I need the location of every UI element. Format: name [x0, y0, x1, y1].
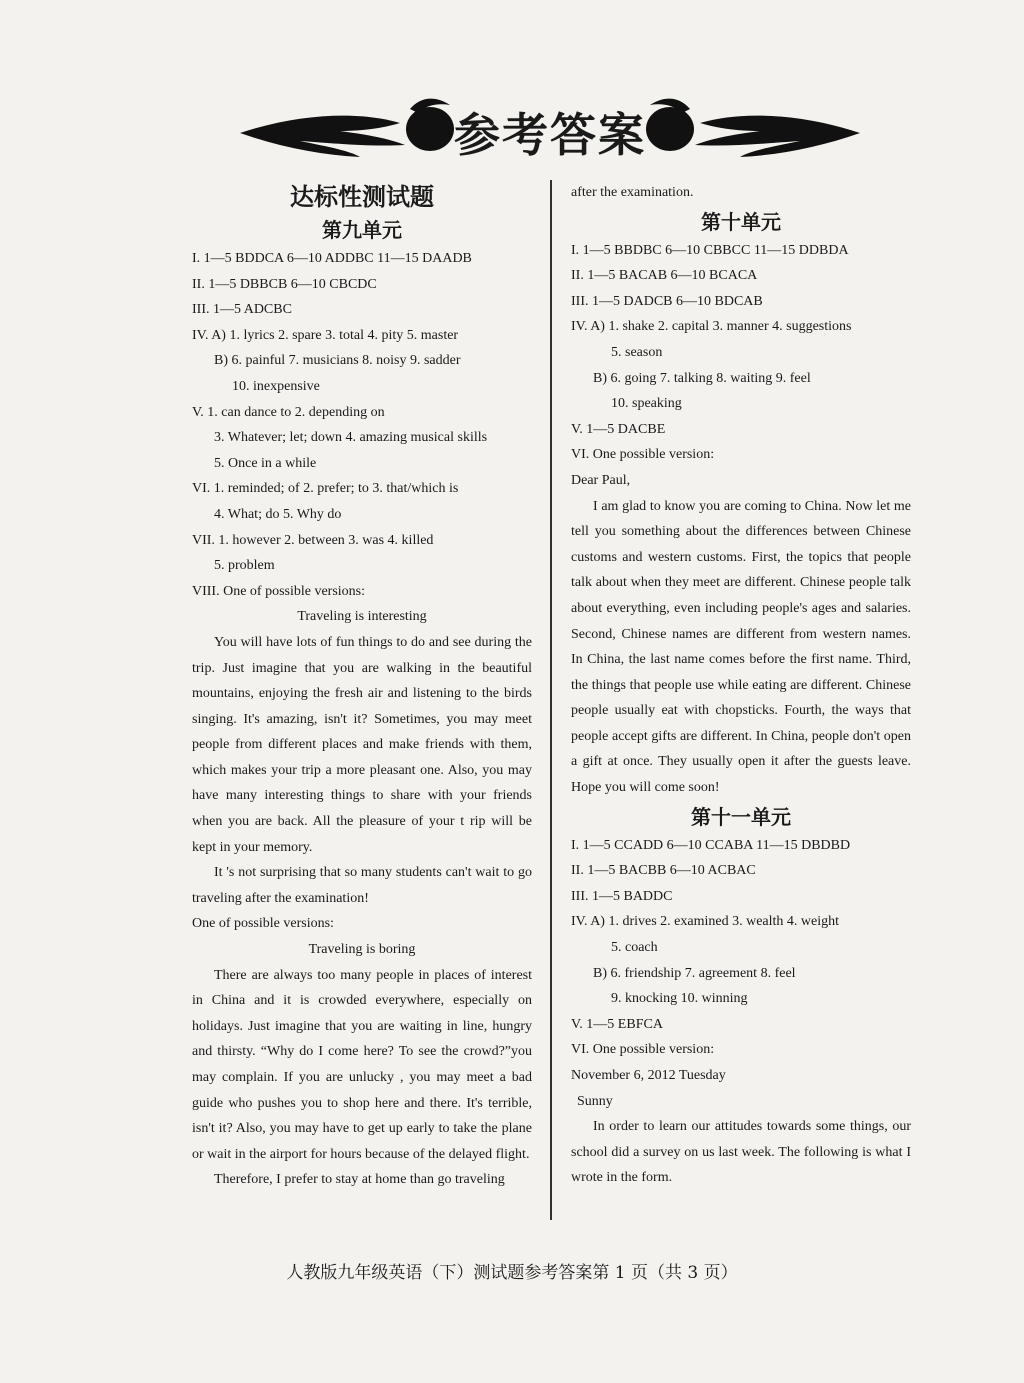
- header-banner: [240, 85, 860, 175]
- unit-9-heading: 第九单元: [322, 218, 402, 242]
- answer-line: 5. problem: [214, 558, 275, 574]
- essay-paragraph: There are always too many people in places of interest in China and it is crowded everywhere, especially on holidays. Just imagine that you are waiting in line, hungry and thirsty. “Why do I come here? To see the crowd?”you may complain. If you are unlucky , you may meet a bad guide who pushes you to shop here and there. It's terrible, isn't it? Also, you may have to get up early to take the plane or wait in the airport for hours because of the delayed flight.: [192, 967, 532, 1162]
- answer-line: VII. 1. however 2. between 3. was 4. killed: [192, 532, 434, 548]
- answer-line: IV. A) 1. drives 2. examined 3. wealth 4. weight: [571, 914, 840, 930]
- answer-line: B) 6. friendship 7. agreement 8. feel: [593, 965, 796, 981]
- answer-line: 3. Whatever; let; down 4. amazing musical skills: [214, 430, 488, 446]
- answer-line: III. 1—5 BADDC: [571, 888, 673, 904]
- essay-intro: One of possible versions:: [192, 916, 334, 932]
- section-title: 达标性测试题: [290, 182, 434, 211]
- continuation-line: after the examination.: [571, 185, 694, 200]
- letter-salutation: Dear Paul,: [571, 472, 631, 488]
- answer-line: II. 1—5 DBBCB 6—10 CBCDC: [192, 276, 377, 292]
- diary-weather: Sunny: [577, 1093, 613, 1109]
- essay-paragraph: It 's not surprising that so many students can't wait to go traveling after the examination!: [192, 865, 532, 906]
- answer-key-title: 参考答案: [454, 108, 646, 162]
- left-column: [192, 180, 532, 1193]
- answer-line: 9. knocking 10. winning: [611, 991, 748, 1007]
- answer-line: V. 1. can dance to 2. depending on: [192, 404, 385, 420]
- answer-line: VI. One possible version:: [571, 1042, 715, 1058]
- right-column: [571, 180, 911, 1191]
- essay-title: Traveling is interesting: [297, 609, 427, 625]
- answer-line: III. 1—5 ADCBC: [192, 302, 292, 318]
- answer-line: 10. inexpensive: [232, 378, 320, 394]
- answer-line: 5. coach: [611, 940, 658, 956]
- essay-paragraph: You will have lots of fun things to do and see during the trip. Just imagine that you are walking in the beautiful mountains, enjoying the fresh air and listening to the birds singing. It's amazing, isn't it? Sometimes, you may meet people from different places and make friends with them, which makes your trip a more pleasant one. Also, you may have many interesting things to share with your friends when you are back. All the pleasure of your t rip will be kept in your memory.: [192, 634, 532, 855]
- answer-line: I. 1—5 CCADD 6—10 CCABA 11—15 DBDBD: [571, 837, 851, 853]
- answer-line: 5. Once in a while: [214, 455, 317, 471]
- answer-line: 5. season: [611, 344, 663, 360]
- unit-11-heading: 第十一单元: [691, 804, 791, 829]
- answer-line: IV. A) 1. lyrics 2. spare 3. total 4. pity 5. master: [192, 327, 459, 343]
- column-divider: [550, 180, 552, 1220]
- answer-line: II. 1—5 BACAB 6—10 BCACA: [571, 268, 758, 284]
- answer-line: V. 1—5 DACBE: [571, 421, 666, 437]
- letter-body: I am glad to know you are coming to China. Now let me tell you something about the differences between Chinese customs and western customs. First, the topics that people talk about when they meet are different. Chinese people talk about everything, even including people's ages and salaries. Second, Chinese names are different from western names. In China, the last name comes before the first name. Third, the things that people use while eating are different. Chinese people usually eat with chopsticks. Fourth, the ways that people accept gifts are different. In China, people don't open a gift at once. They usually open it after the guests leave. Hope you will come soon!: [571, 498, 911, 796]
- essay-paragraph: Therefore, I prefer to stay at home than go traveling: [214, 1172, 505, 1188]
- answer-line: V. 1—5 EBFCA: [571, 1016, 663, 1032]
- answer-line: VI. One possible version:: [571, 447, 715, 463]
- answer-line: B) 6. painful 7. musicians 8. noisy 9. sadder: [214, 353, 461, 369]
- answer-line: VI. 1. reminded; of 2. prefer; to 3. that/which is: [192, 481, 459, 497]
- diary-body: In order to learn our attitudes towards some things, our school did a survey on us last week. The following is what I wrote in the form.: [571, 1119, 911, 1186]
- answer-line: III. 1—5 DADCB 6—10 BDCAB: [571, 293, 763, 309]
- essay-title: Traveling is boring: [308, 942, 416, 958]
- answer-line: I. 1—5 BDDCA 6—10 ADDBC 11—15 DAADB: [192, 251, 472, 266]
- answer-line: VIII. One of possible versions:: [192, 583, 366, 599]
- answer-line: 10. speaking: [611, 396, 682, 412]
- diary-date: November 6, 2012 Tuesday: [571, 1068, 726, 1083]
- answer-line: IV. A) 1. shake 2. capital 3. manner 4. suggestions: [571, 319, 852, 335]
- unit-10-heading: 第十单元: [701, 209, 781, 234]
- answer-line: II. 1—5 BACBB 6—10 ACBAC: [571, 863, 756, 879]
- answer-line: B) 6. going 7. talking 8. waiting 9. feel: [593, 370, 811, 386]
- answer-line: I. 1—5 BBDBC 6—10 CBBCC 11—15 DDBDA: [571, 242, 849, 258]
- answer-line: 4. What; do 5. Why do: [214, 506, 342, 522]
- page-footer: 人教版九年级英语（下）测试题参考答案第 1 页（共 3 页）: [286, 1263, 738, 1283]
